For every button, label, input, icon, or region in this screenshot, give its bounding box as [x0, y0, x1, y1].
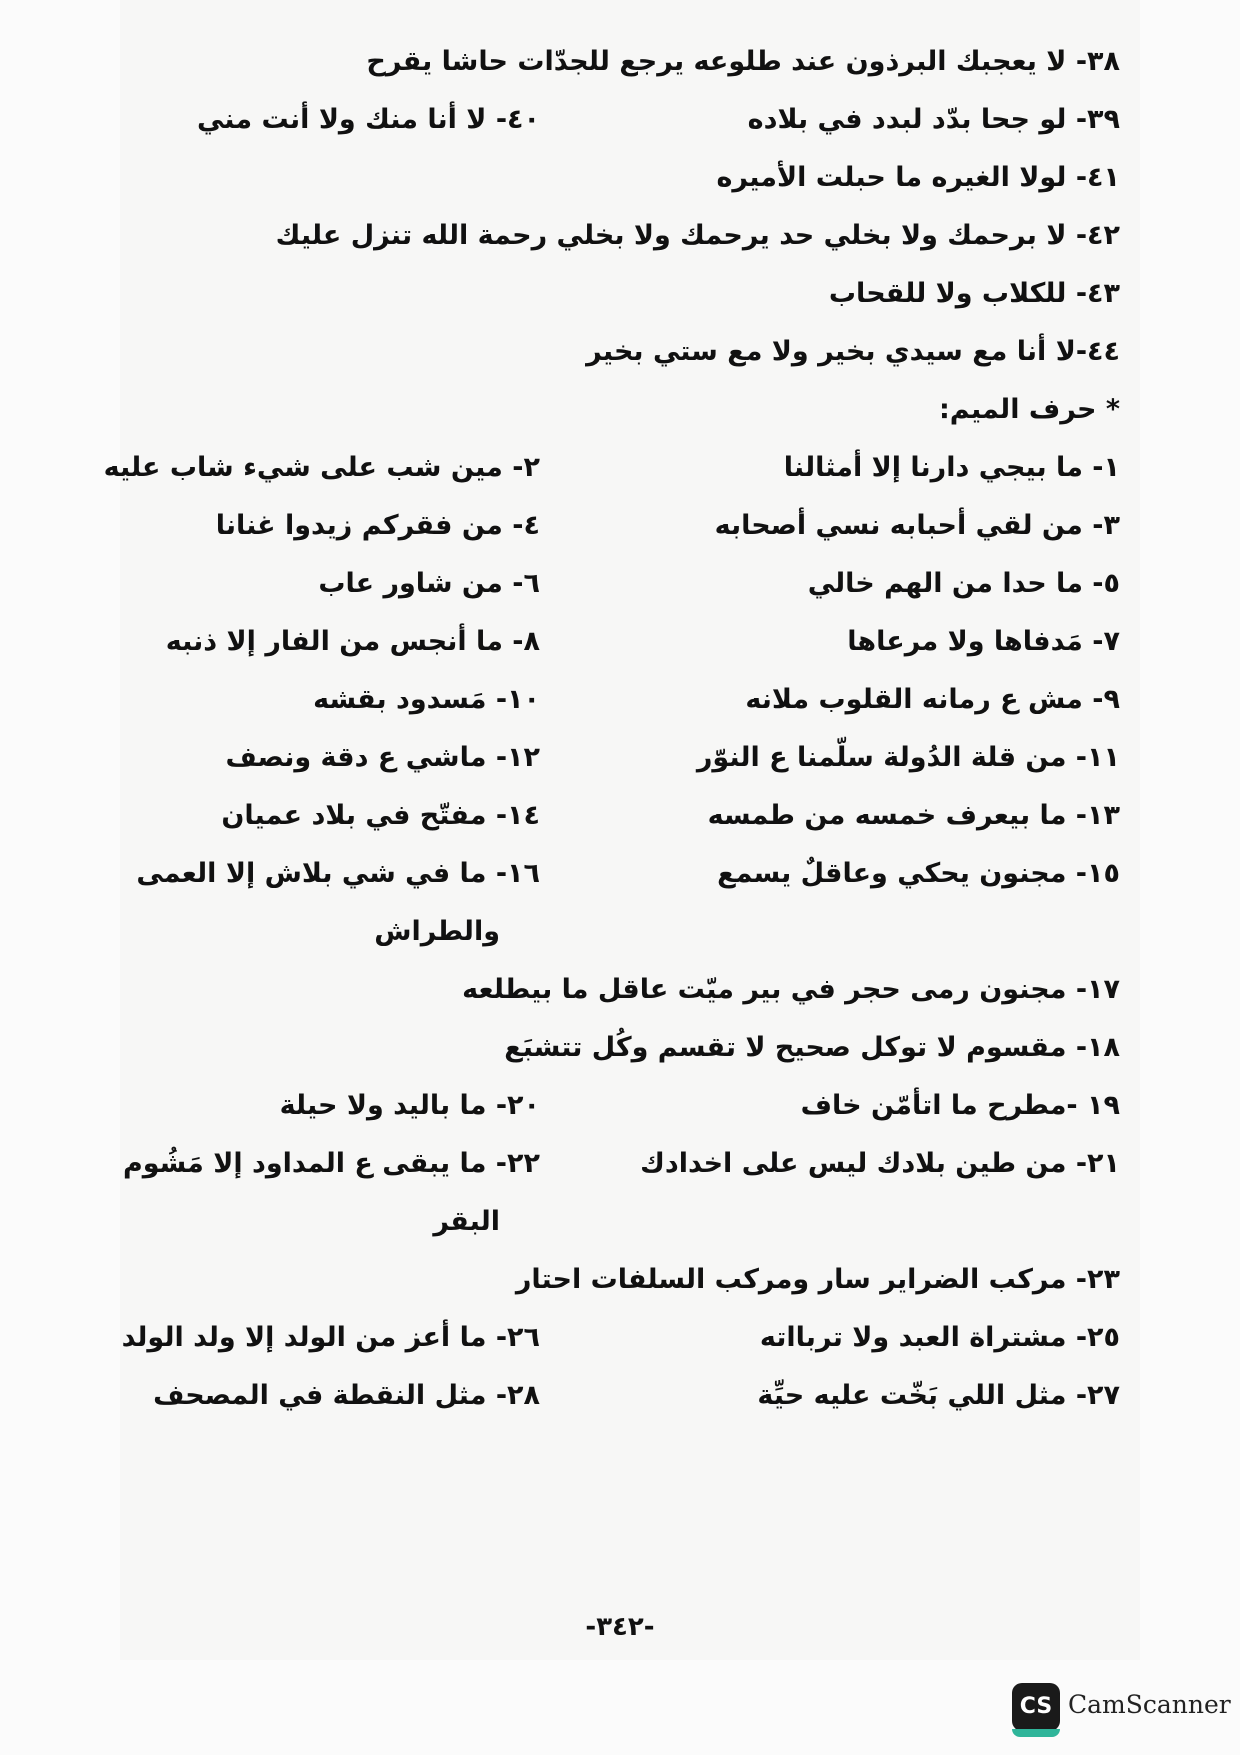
proverb-m21: ٢١- من طين بلادك ليس على اخدادك [640, 1148, 1120, 1179]
proverb-m17: ١٧- مجنون رمى حجر في بير ميّت عاقل ما بيطلعه [462, 974, 1120, 1005]
proverb-42: ٤٢- لا برحمك ولا بخلي حد يرحمك ولا بخلي رحمة الله تنزل عليك [275, 220, 1120, 251]
proverb-m2: ٢- مين شب على شيء شاب عليه [103, 452, 540, 483]
proverb-m28: ٢٨- مثل النقطة في المصحف [153, 1380, 540, 1411]
proverb-m1: ١- ما بيجي دارنا إلا أمثالنا [783, 452, 1120, 483]
proverb-41: ٤١- لولا الغيره ما حبلت الأميره [716, 162, 1120, 193]
proverb-m10: ١٠- مَسدود بقشه [313, 684, 540, 715]
proverb-m27: ٢٧- مثل اللي بَخّت عليه حيِّة [757, 1380, 1120, 1411]
proverb-m11: ١١- من قلة الدُولة سلّمنا ع النوّر [696, 742, 1120, 773]
proverb-m22: ٢٢- ما يبقى ع المداود إلا مَشُوم [122, 1148, 540, 1179]
proverb-m20: ٢٠- ما باليد ولا حيلة [279, 1090, 540, 1121]
proverb-40: ٤٠- لا أنا منك ولا أنت مني [196, 104, 540, 135]
camscanner-watermark: CamScanner [1068, 1690, 1231, 1719]
proverb-m18: ١٨- مقسوم لا توكل صحيح لا تقسم وكُل تتشبَع [504, 1032, 1120, 1063]
proverb-m26: ٢٦- ما أعز من الولد إلا ولد الولد [121, 1322, 540, 1353]
proverb-m15: ١٥- مجنون يحكي وعاقلٌ يسمع [717, 858, 1120, 889]
proverb-m14: ١٤- مفتّح في بلاد عميان [221, 800, 540, 831]
proverb-m7: ٧- مَدفاها ولا مرعاها [847, 626, 1120, 657]
page-number: -٣٤٢- [585, 1612, 655, 1642]
proverb-m16-continued: والطراش [374, 916, 500, 947]
section-heading-meem: * حرف الميم: [938, 394, 1120, 425]
proverb-m19: ١٩ -مطرح ما اتأمّن خاف [800, 1090, 1120, 1121]
proverb-m3: ٣- من لقي أحبابه نسي أصحابه [714, 510, 1120, 541]
proverb-39: ٣٩- لو جحا بدّد لبدد في بلاده [747, 104, 1120, 135]
camscanner-logo-icon: CS [1012, 1683, 1060, 1731]
proverb-m5: ٥- ما حدا من الهم خالي [807, 568, 1120, 599]
proverb-m13: ١٣- ما بيعرف خمسه من طمسه [707, 800, 1120, 831]
proverb-m4: ٤- من فقركم زيدوا غنانا [215, 510, 540, 541]
proverb-m23: ٢٣- مركب الضراير سار ومركب السلفات احتار [515, 1264, 1120, 1295]
proverb-m6: ٦- من شاور عاب [318, 568, 540, 599]
proverb-44: ٤٤-لا أنا مع سيدي بخير ولا مع ستي بخير [586, 336, 1120, 367]
proverb-m9: ٩- مش ع رمانه القلوب ملانه [745, 684, 1120, 715]
proverb-43: ٤٣- للكلاب ولا للقحاب [828, 278, 1120, 309]
proverb-38: ٣٨- لا يعجبك البرذون عند طلوعه يرجع للجدّات حاشا يقرح [366, 46, 1120, 77]
proverb-m25: ٢٥- مشتراة العبد ولا تربااته [759, 1322, 1120, 1353]
proverb-m22-continued: البقر [433, 1206, 500, 1237]
proverb-m12: ١٢- ماشي ع دقة ونصف [225, 742, 540, 773]
proverb-m8: ٨- ما أنجس من الفار إلا ذنبه [165, 626, 540, 657]
proverb-m16: ١٦- ما في شي بلاش إلا العمى [136, 858, 540, 889]
